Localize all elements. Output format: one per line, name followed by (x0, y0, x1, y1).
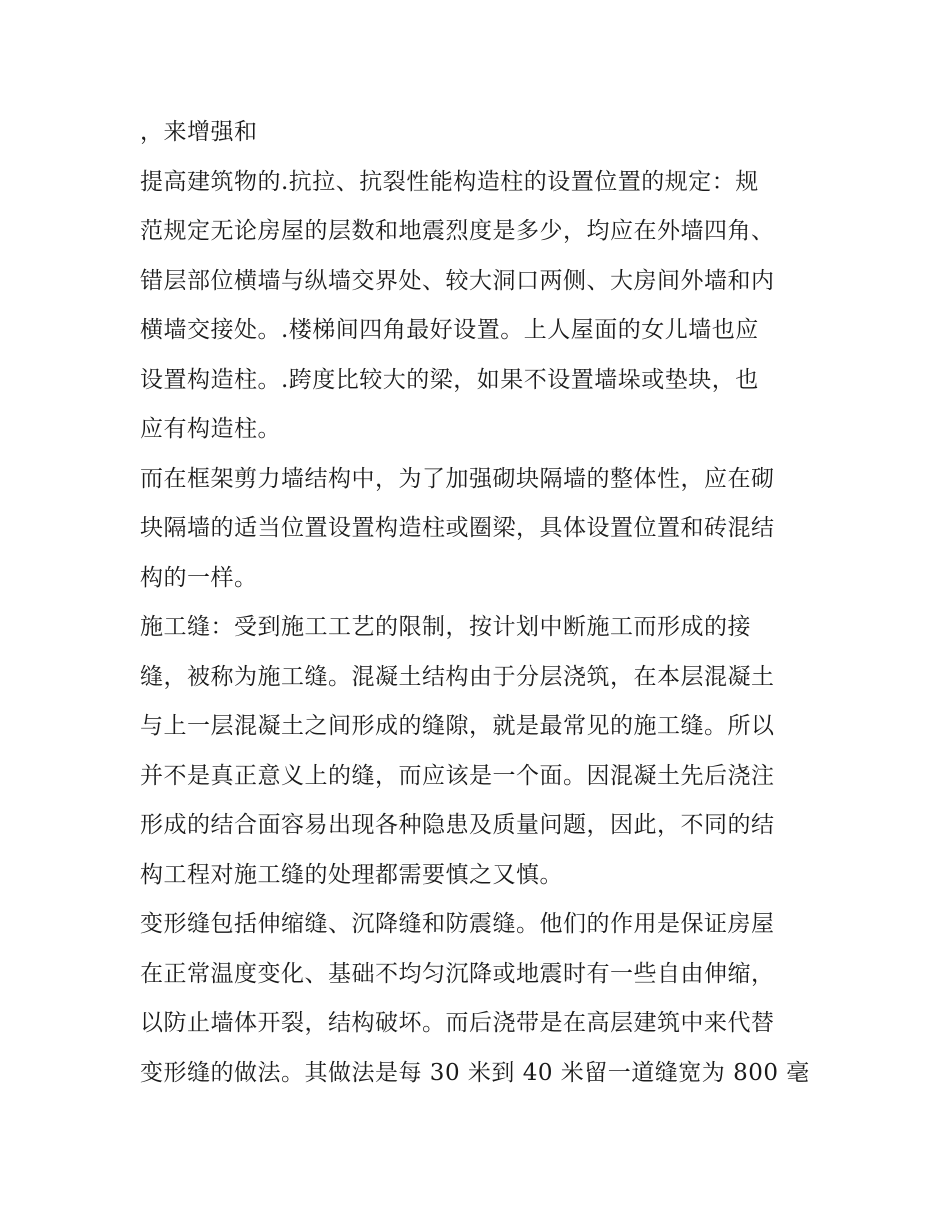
text-line: 与上一层混凝土之间形成的缝隙，就是最常见的施工缝。所以 (140, 713, 775, 739)
text-line: 范规定无论房屋的层数和地震烈度是多少，均应在外墙四角、 (140, 218, 775, 244)
text-line: 设置构造柱。.跨度比较大的梁，如果不设置墙垛或垫块，也 (140, 366, 759, 393)
text-line: 施工缝：受到施工工艺的限制，按计划中断施工而形成的接 (140, 614, 751, 640)
text-line: 缝，被称为施工缝。混凝土结构由于分层浇筑，在本层混凝土 (140, 663, 775, 690)
text-line: 提高建筑物的.抗拉、抗裂性能构造柱的设置位置的规定：规 (140, 168, 759, 195)
text-line: 在正常温度变化、基础不均匀沉降或地震时有一些自由伸缩， (140, 960, 775, 987)
text-line: 错层部位横墙与纵墙交界处、较大洞口两侧、大房间外墙和内 (140, 267, 775, 294)
text-line: 构的一样。 (140, 564, 258, 591)
text-line: 而在框架剪力墙结构中，为了加强砌块隔墙的整体性，应在砌 (140, 465, 775, 492)
document-body (140, 108, 820, 1098)
text-line: 构工程对施工缝的处理都需要慎之又慎。 (140, 861, 563, 888)
text-line: ，来增强和 (140, 119, 258, 145)
text-line: 并不是真正意义上的缝，而应该是一个面。因混凝土先后浇注 (140, 762, 775, 789)
text-line: 以防止墙体开裂，结构破坏。而后浇带是在高层建筑中来代替 (140, 1010, 775, 1036)
text-line: 应有构造柱。 (140, 416, 281, 442)
text-line: 块隔墙的适当位置设置构造柱或圈梁，具体设置位置和砖混结 (140, 515, 775, 541)
text-line: 形成的结合面容易出现各种隐患及质量问题，因此，不同的结 (140, 812, 775, 838)
text-line: 变形缝包括伸缩缝、沉降缝和防震缝。他们的作用是保证房屋 (140, 911, 775, 937)
text-line: 横墙交接处。.楼梯间四角最好设置。上人屋面的女儿墙也应 (140, 317, 759, 343)
text-line: 变形缝的做法。其做法是每 30 米到 40 米留一道缝宽为 800 毫 (140, 1059, 810, 1086)
